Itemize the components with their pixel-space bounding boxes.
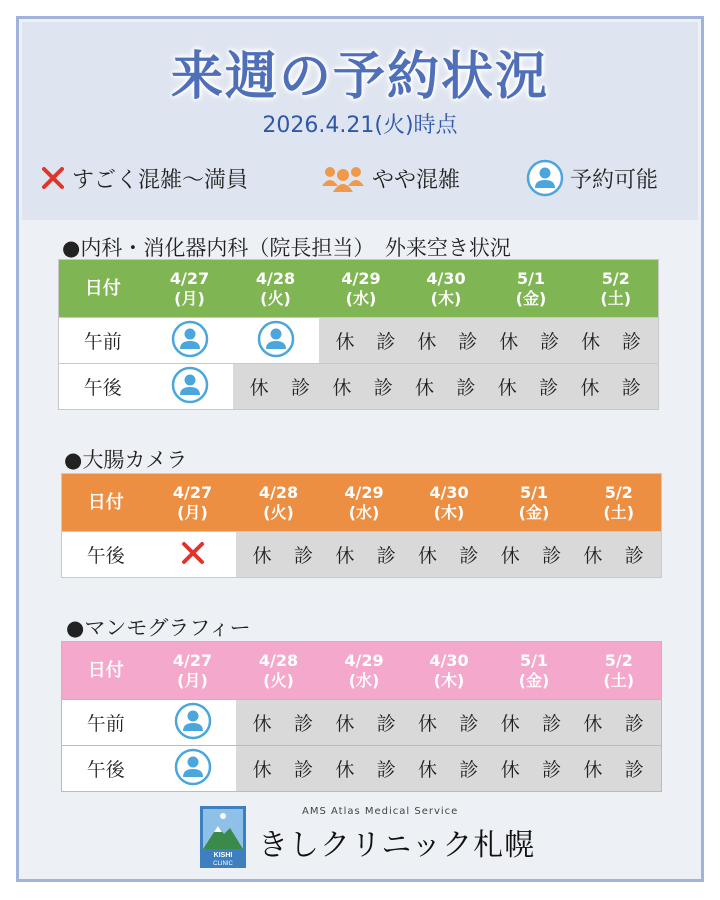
header-date [574, 260, 659, 318]
date-text: 5/2 [601, 268, 630, 288]
closed-cell [233, 364, 659, 410]
closed-text: 診 [376, 713, 396, 735]
closed-text: 休 [335, 331, 355, 353]
available-cell [147, 364, 233, 410]
person-icon [171, 320, 209, 362]
closed-text: 休 [249, 377, 269, 399]
closed-text: 診 [459, 545, 479, 567]
closed-text: 休 [415, 377, 435, 399]
weekday-text: (水) [348, 502, 380, 522]
date-text: 5/2 [604, 650, 633, 670]
weekday-text: (木) [433, 670, 465, 690]
closed-text: 休 [252, 545, 272, 567]
closed-text: 診 [542, 713, 562, 735]
closed-text: 休 [417, 331, 437, 353]
date-text: 5/1 [519, 482, 549, 502]
header-date [236, 642, 322, 700]
closed-text: 休 [332, 377, 352, 399]
header-date [322, 474, 407, 532]
date-text: 4/28 [255, 268, 296, 288]
schedule-row [62, 746, 662, 792]
person-icon [171, 366, 209, 408]
section-title-internal: ●内科・消化器内科（院長担当） 外来空き状況 [62, 236, 511, 260]
closed-text: 休 [335, 713, 355, 735]
as-of-date: 2026.4.21(火)時点 [262, 113, 458, 138]
closed-text: 診 [539, 377, 559, 399]
footer-subtitle: AMS Atlas Medical Service [302, 806, 459, 817]
header-date-label: 日付 [87, 659, 124, 681]
schedule-row [62, 700, 662, 746]
date-text: 4/30 [429, 650, 469, 670]
legend-full [40, 158, 248, 198]
date-text: 4/30 [429, 482, 469, 502]
closed-text: 診 [458, 331, 478, 353]
clinic-logo [200, 806, 246, 868]
schedule-row [59, 364, 659, 410]
session-label: 午後 [62, 532, 150, 578]
legend-busy [320, 158, 460, 198]
header-date [319, 260, 404, 318]
clinic-name: きしクリニック札幌 [258, 828, 536, 863]
closed-text: 診 [542, 759, 562, 781]
closed-text: 診 [376, 331, 396, 353]
header-date [150, 642, 236, 700]
person-icon [174, 702, 212, 744]
date-text: 5/2 [604, 482, 633, 502]
weekday-text: (月) [177, 502, 208, 522]
date-text: 4/28 [258, 650, 299, 670]
closed-text: 診 [294, 759, 314, 781]
legend-full-label: すごく混雑〜満員 [72, 167, 249, 193]
date-text: 5/1 [516, 268, 546, 288]
cross-icon [179, 539, 207, 571]
weekday-text: (木) [433, 502, 465, 522]
closed-text: 診 [294, 545, 314, 567]
person-icon [174, 748, 212, 790]
closed-text: 診 [622, 331, 642, 353]
closed-cell [236, 700, 662, 746]
header-date [492, 474, 577, 532]
page-title: 来週の予約状況 [170, 47, 549, 107]
closed-text: 休 [583, 759, 603, 781]
closed-text: 休 [335, 545, 355, 567]
weekday-text: (火) [263, 670, 294, 690]
closed-text: 診 [540, 331, 560, 353]
closed-text: 休 [499, 331, 519, 353]
person-icon [257, 320, 295, 362]
closed-cell [319, 318, 659, 364]
session-label: 午後 [59, 364, 147, 410]
weekday-text: (土) [603, 502, 635, 522]
header-date [577, 642, 662, 700]
closed-text: 診 [621, 377, 641, 399]
closed-text: 休 [252, 713, 272, 735]
header-date [150, 474, 236, 532]
session-label: 午前 [62, 700, 150, 746]
closed-text: 休 [500, 545, 520, 567]
header-date [489, 260, 574, 318]
person-icon [526, 159, 564, 197]
date-text: 4/29 [344, 482, 384, 502]
header-date [577, 474, 662, 532]
closed-text: 休 [500, 759, 520, 781]
closed-text: 休 [418, 759, 438, 781]
closed-text: 診 [459, 713, 479, 735]
weekday-text: (月) [177, 670, 208, 690]
weekday-text: (金) [518, 502, 550, 522]
available-cell [150, 746, 236, 792]
header-date [233, 260, 319, 318]
closed-cell [236, 746, 662, 792]
closed-text: 診 [376, 759, 396, 781]
closed-text: 休 [497, 377, 517, 399]
closed-text: 休 [581, 331, 601, 353]
legend-busy-label: やや混雑 [372, 167, 461, 193]
closed-text: 休 [580, 377, 600, 399]
header-date [407, 474, 492, 532]
available-cell [233, 318, 319, 364]
schedule-table-mammography [61, 641, 662, 792]
weekday-text: (金) [515, 288, 547, 308]
weekday-text: (月) [174, 288, 205, 308]
closed-text: 診 [456, 377, 476, 399]
schedule-table-colonoscopy [61, 473, 662, 578]
header-date-label: 日付 [87, 491, 124, 513]
weekday-text: (水) [348, 670, 380, 690]
legend-open [526, 158, 658, 198]
closed-text: 診 [459, 759, 479, 781]
date-text: 5/1 [519, 650, 549, 670]
date-text: 4/28 [258, 482, 299, 502]
weekday-text: (火) [260, 288, 291, 308]
schedule-table-internal [58, 259, 659, 410]
date-text: 4/27 [172, 482, 213, 502]
weekday-text: (金) [518, 670, 550, 690]
header-date [407, 642, 492, 700]
header-date-label: 日付 [84, 277, 121, 299]
closed-text: 休 [418, 713, 438, 735]
closed-text: 休 [583, 713, 603, 735]
weekday-text: (土) [603, 670, 635, 690]
legend-open-label: 予約可能 [570, 167, 659, 193]
header-date [322, 642, 407, 700]
svg-text:KISHI: KISHI [213, 852, 233, 859]
session-label: 午後 [62, 746, 150, 792]
date-text: 4/29 [344, 650, 384, 670]
closed-text: 休 [418, 545, 438, 567]
header-date [404, 260, 489, 318]
closed-text: 休 [500, 713, 520, 735]
weekday-text: (火) [263, 502, 294, 522]
closed-text: 診 [376, 545, 396, 567]
closed-text: 休 [252, 759, 272, 781]
closed-text: 診 [294, 713, 314, 735]
full-cell [150, 532, 236, 578]
header-date [147, 260, 233, 318]
date-text: 4/29 [341, 268, 381, 288]
svg-text:CLINIC: CLINIC [213, 861, 233, 867]
closed-cell [236, 532, 662, 578]
date-text: 4/30 [426, 268, 466, 288]
closed-text: 診 [291, 377, 311, 399]
closed-text: 診 [624, 759, 644, 781]
section-title-mammography: ●マンモグラフィー [66, 616, 251, 640]
header-date [236, 474, 322, 532]
header-date [492, 642, 577, 700]
closed-text: 診 [373, 377, 393, 399]
weekday-text: (木) [430, 288, 462, 308]
section-title-colonoscopy: ●大腸カメラ [64, 448, 188, 472]
closed-text: 診 [624, 713, 644, 735]
closed-text: 休 [335, 759, 355, 781]
date-text: 4/27 [169, 268, 210, 288]
closed-text: 診 [624, 545, 644, 567]
available-cell [147, 318, 233, 364]
weekday-text: (水) [345, 288, 377, 308]
weekday-text: (土) [600, 288, 632, 308]
closed-text: 休 [583, 545, 603, 567]
date-text: 4/27 [172, 650, 213, 670]
people-icon [320, 162, 366, 194]
closed-text: 診 [542, 545, 562, 567]
schedule-row [59, 318, 659, 364]
available-cell [150, 700, 236, 746]
cross-icon [40, 165, 66, 191]
session-label: 午前 [59, 318, 147, 364]
schedule-row [62, 532, 662, 578]
